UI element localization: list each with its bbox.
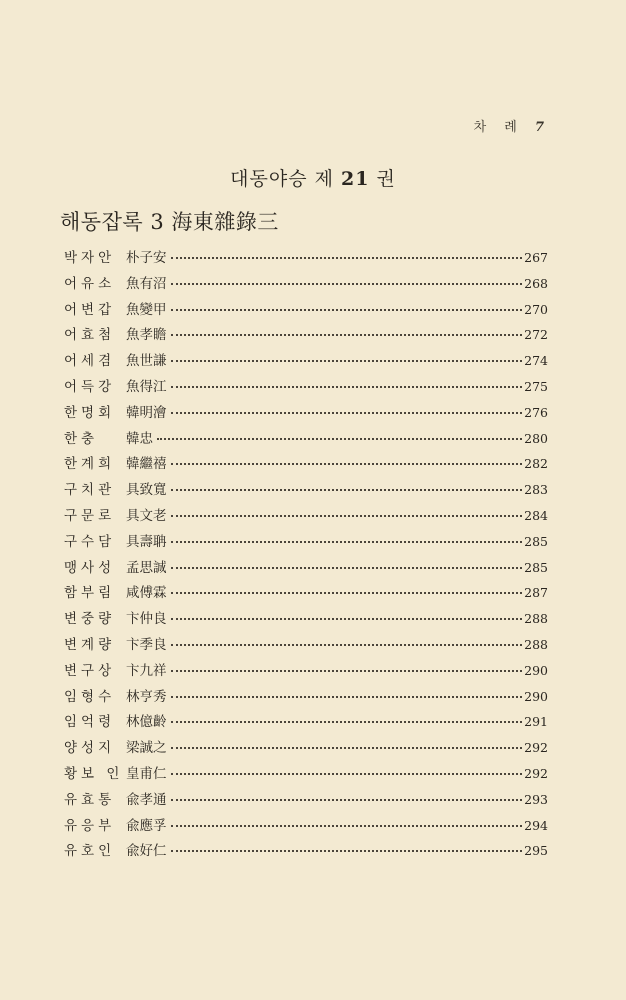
toc-entry-korean-name: 어유소 (64, 275, 116, 292)
toc-dot-leader (171, 333, 523, 336)
toc-entry-korean-name: 구문로 (64, 507, 116, 524)
toc-entry-page-number: 270 (524, 301, 548, 317)
toc-entry-korean-name: 어세겸 (64, 353, 116, 370)
toc-entry-korean-name: 유응부 (64, 817, 116, 834)
toc-dot-leader (171, 643, 523, 646)
toc-entry-korean-name: 박자안 (64, 250, 116, 266)
toc-entry-hanja-name: 魚世謙 (126, 353, 167, 370)
toc-entry-hanja-name: 朴子安 (126, 250, 167, 266)
toc-entry[interactable] (64, 298, 548, 324)
toc-entry-page-number: 294 (524, 817, 548, 833)
toc-entry[interactable] (64, 581, 548, 607)
toc-dot-leader (171, 308, 523, 311)
toc-entry-korean-name: 황보 인 (64, 765, 124, 782)
toc-entry-hanja-name: 魚變甲 (126, 301, 167, 318)
toc-entry-page-number: 292 (524, 740, 548, 756)
toc-entry-page-number: 288 (524, 636, 548, 652)
toc-entry[interactable] (64, 427, 548, 453)
toc-entry-korean-name: 임억령 (64, 714, 116, 731)
volume-title-prefix: 대동야승 제 (230, 168, 334, 190)
toc-entry[interactable] (64, 246, 548, 272)
toc-entry-page-number: 282 (524, 456, 548, 472)
toc-entry-page-number: 291 (524, 714, 548, 730)
toc-dot-leader (171, 462, 523, 465)
toc-dot-leader (171, 359, 523, 362)
toc-entry-hanja-name: 咸傅霖 (126, 585, 167, 602)
toc-entry-korean-name: 함부림 (64, 585, 116, 602)
toc-entry-korean-name: 어변갑 (64, 301, 116, 318)
toc-entry-korean-name: 맹사성 (64, 559, 116, 576)
toc-dot-leader (171, 256, 523, 259)
toc-entry[interactable] (64, 478, 548, 504)
toc-entry-page-number: 293 (524, 791, 548, 807)
toc-dot-leader (171, 824, 523, 827)
toc-entry-page-number: 295 (524, 843, 548, 859)
toc-entry-page-number: 274 (524, 353, 548, 369)
toc-entry-hanja-name: 林亨秀 (126, 688, 167, 705)
toc-dot-leader (171, 540, 523, 543)
toc-dot-leader (171, 720, 523, 723)
toc-entry-page-number: 287 (524, 585, 548, 601)
toc-entry-korean-name: 변중량 (64, 611, 116, 628)
toc-entry[interactable] (64, 633, 548, 659)
section-title: 해동잡록 3 海東雜錄三 (60, 210, 279, 234)
toc-dot-leader (171, 849, 523, 852)
toc-dot-leader (171, 772, 523, 775)
toc-entry[interactable] (64, 452, 548, 478)
toc-entry[interactable] (64, 530, 548, 556)
toc-entry-korean-name: 어득강 (64, 378, 116, 395)
toc-entry-hanja-name: 卞九祥 (126, 662, 167, 679)
running-header (474, 116, 544, 135)
toc-entry-hanja-name: 孟思誠 (126, 559, 167, 576)
toc-entry-hanja-name: 韓繼禧 (126, 456, 167, 473)
toc-entry-hanja-name: 梁誠之 (126, 740, 167, 757)
toc-dot-leader (157, 437, 522, 440)
toc-entry-hanja-name: 具致寬 (126, 482, 167, 499)
volume-title-suffix: 권 (376, 168, 396, 190)
toc-entry-page-number: 290 (524, 688, 548, 704)
toc-entry-korean-name: 어효첨 (64, 327, 116, 344)
volume-title (0, 164, 626, 191)
toc-entry-korean-name: 변구상 (64, 662, 116, 679)
toc-entry-korean-name: 구수담 (64, 533, 116, 550)
toc-entry[interactable] (64, 607, 548, 633)
volume-number: 21 (341, 168, 370, 190)
toc-entry-page-number: 285 (524, 559, 548, 575)
toc-entry[interactable] (64, 814, 548, 840)
toc-entry[interactable] (64, 736, 548, 762)
toc-entry-hanja-name: 魚得江 (126, 378, 167, 395)
toc-entry-korean-name: 한명회 (64, 404, 116, 421)
toc-entry-hanja-name: 兪孝通 (126, 791, 167, 808)
toc-dot-leader (171, 591, 523, 594)
toc-entry-page-number: 288 (524, 611, 548, 627)
toc-entry-korean-name: 구치관 (64, 482, 116, 499)
toc-entry-page-number: 267 (524, 250, 548, 265)
toc-entry-hanja-name: 卞季良 (126, 636, 167, 653)
toc-dot-leader (171, 282, 523, 285)
toc-entry-page-number: 290 (524, 662, 548, 678)
toc-entry[interactable] (64, 788, 548, 814)
toc-entry-korean-name: 유호인 (64, 843, 116, 860)
toc-dot-leader (171, 669, 523, 672)
table-of-contents (64, 246, 548, 865)
toc-entry[interactable] (64, 323, 548, 349)
header-page-number: 7 (534, 120, 544, 135)
toc-dot-leader (171, 411, 523, 414)
toc-dot-leader (171, 617, 523, 620)
toc-entry-page-number: 272 (524, 327, 548, 343)
toc-entry[interactable] (64, 685, 548, 711)
toc-entry-hanja-name: 卞仲良 (126, 611, 167, 628)
toc-entry[interactable] (64, 504, 548, 530)
toc-entry[interactable] (64, 710, 548, 736)
toc-entry-page-number: 285 (524, 533, 548, 549)
toc-entry-page-number: 268 (524, 275, 548, 291)
toc-dot-leader (171, 566, 523, 569)
toc-entry[interactable] (64, 375, 548, 401)
toc-entry-korean-name: 한계희 (64, 456, 116, 473)
toc-entry-korean-name: 변계량 (64, 636, 116, 653)
toc-entry-hanja-name: 兪應孚 (126, 817, 167, 834)
toc-entry[interactable] (64, 272, 548, 298)
toc-entry-hanja-name: 皇甫仁 (126, 765, 167, 782)
toc-entry-hanja-name: 具壽聃 (126, 533, 167, 550)
toc-entry-page-number: 284 (524, 507, 548, 523)
toc-entry-page-number: 276 (524, 404, 548, 420)
toc-entry-korean-name: 유효통 (64, 791, 116, 808)
header-label: 차 례 (473, 120, 524, 135)
toc-entry[interactable] (64, 762, 548, 788)
toc-entry[interactable] (64, 839, 548, 865)
toc-entry-hanja-name: 林億齡 (126, 714, 167, 731)
toc-dot-leader (171, 514, 523, 517)
toc-entry[interactable] (64, 349, 548, 375)
toc-entry-hanja-name: 魚孝瞻 (126, 327, 167, 344)
toc-entry-hanja-name: 兪好仁 (126, 843, 167, 860)
toc-entry[interactable] (64, 401, 548, 427)
toc-entry-korean-name: 양성지 (64, 740, 116, 757)
toc-entry-hanja-name: 韓明澮 (126, 404, 167, 421)
toc-dot-leader (171, 488, 523, 491)
toc-dot-leader (171, 385, 523, 388)
toc-entry-page-number: 280 (524, 430, 548, 446)
toc-dot-leader (171, 798, 523, 801)
toc-entry-hanja-name: 韓忠 (126, 430, 153, 447)
toc-entry-korean-name: 임형수 (64, 688, 116, 705)
toc-entry-page-number: 292 (524, 765, 548, 781)
toc-entry-page-number: 283 (524, 482, 548, 498)
toc-entry-korean-name: 한충 (64, 430, 99, 447)
toc-dot-leader (171, 746, 523, 749)
toc-dot-leader (171, 695, 523, 698)
toc-entry[interactable] (64, 556, 548, 582)
toc-entry-page-number: 275 (524, 378, 548, 394)
toc-entry-hanja-name: 具文老 (126, 507, 167, 524)
toc-entry-hanja-name: 魚有沼 (126, 275, 167, 292)
toc-entry[interactable] (64, 659, 548, 685)
